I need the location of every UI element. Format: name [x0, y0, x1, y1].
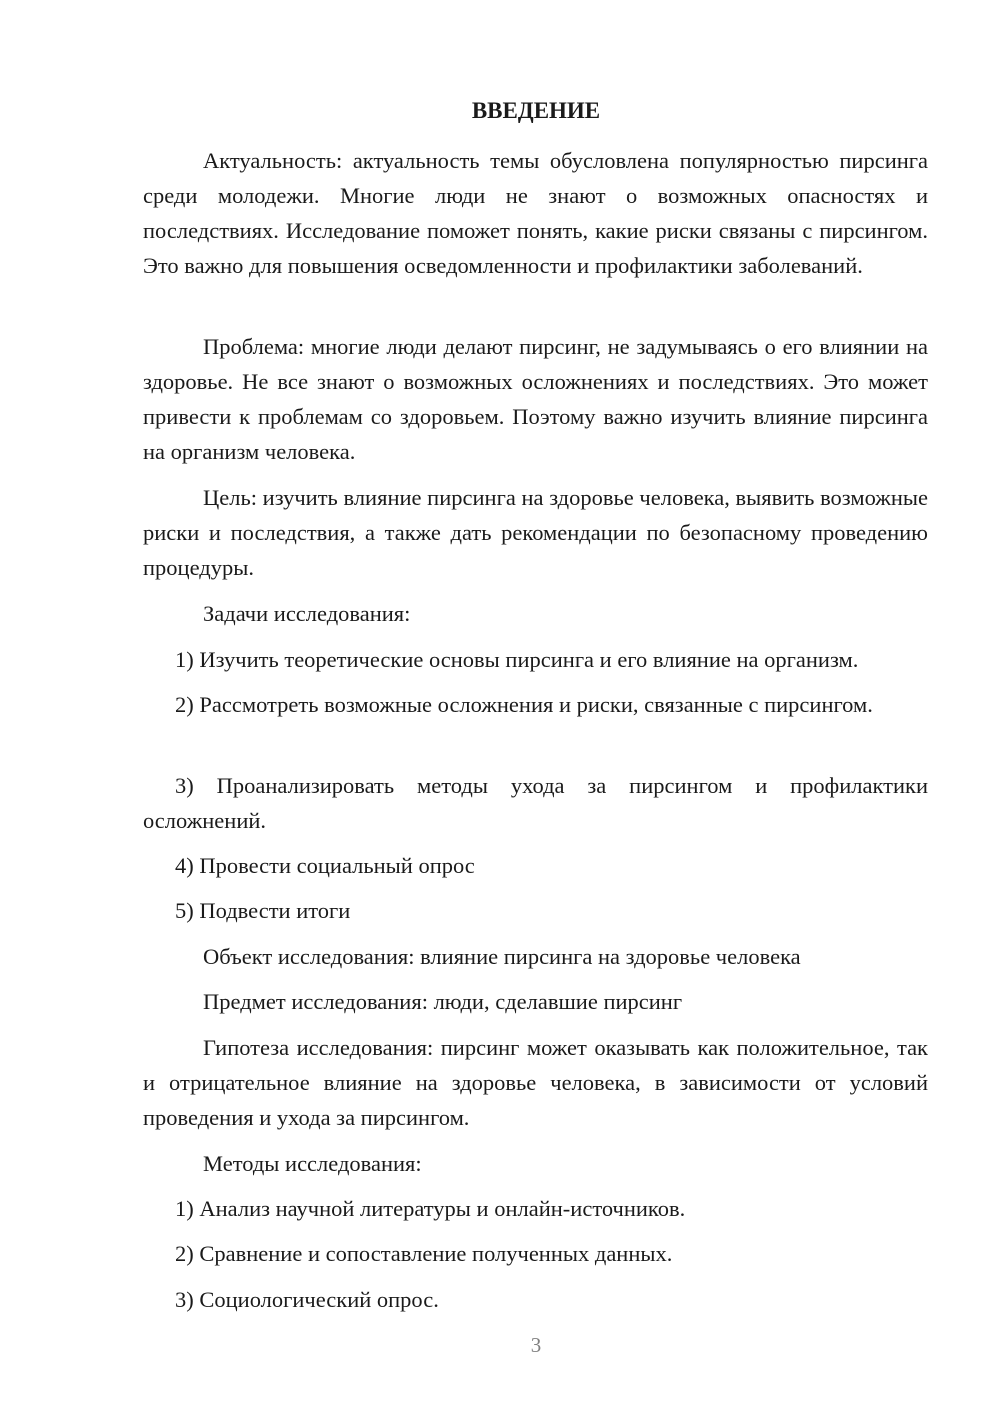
- task-item-1: 1) Изучить теоретические основы пирсинга и его влияние на организм.: [175, 647, 859, 672]
- page-title: ВВЕДЕНИЕ: [471, 98, 601, 123]
- task-item-5: 5) Подвести итоги: [175, 898, 351, 923]
- hypothesis-paragraph: Гипотеза исследования: пирсинг может оказывать как положительное, так и отрицательное влияние на здоровье человека, в зависимости от условий проведения и ухода за пирсингом.: [143, 1035, 928, 1130]
- method-item-1: 1) Анализ научной литературы и онлайн-источников.: [175, 1196, 686, 1221]
- research-object: Объект исследования: влияние пирсинга на здоровье человека: [203, 944, 801, 969]
- task-item-2: 2) Рассмотреть возможные осложнения и риски, связанные с пирсингом.: [175, 692, 873, 717]
- goal-paragraph: Цель: изучить влияние пирсинга на здоровье человека, выявить возможные риски и последствия, а также дать рекомендации по безопасному проведению процедуры.: [143, 485, 928, 580]
- method-item-2: 2) Сравнение и сопоставление полученных данных.: [175, 1241, 673, 1266]
- relevance-paragraph: Актуальность: актуальность темы обусловлена популярностью пирсинга среди молодежи. Многие люди не знают о возможных опасностях и последствиях. Исследование поможет понять, какие риски связаны с пирсингом. Это важно для повышения осведомленности и профилактики заболеваний.: [143, 148, 928, 278]
- tasks-title: Задачи исследования:: [203, 601, 411, 626]
- research-subject: Предмет исследования: люди, сделавшие пирсинг: [203, 989, 683, 1014]
- page-number: 3: [530, 1333, 542, 1357]
- task-item-4: 4) Провести социальный опрос: [175, 853, 475, 878]
- problem-paragraph: Проблема: многие люди делают пирсинг, не задумываясь о его влиянии на здоровье. Не все знают о возможных осложнениях и последствиях. Это может привести к проблемам со здоровьем. Поэтому важно изучить влияние пирсинга на организм человека.: [143, 334, 928, 464]
- task-item-3: 3) Проанализировать методы ухода за пирсингом и профилактики осложнений.: [143, 773, 928, 833]
- method-item-3: 3) Социологический опрос.: [175, 1287, 439, 1312]
- methods-title: Методы исследования:: [203, 1151, 422, 1176]
